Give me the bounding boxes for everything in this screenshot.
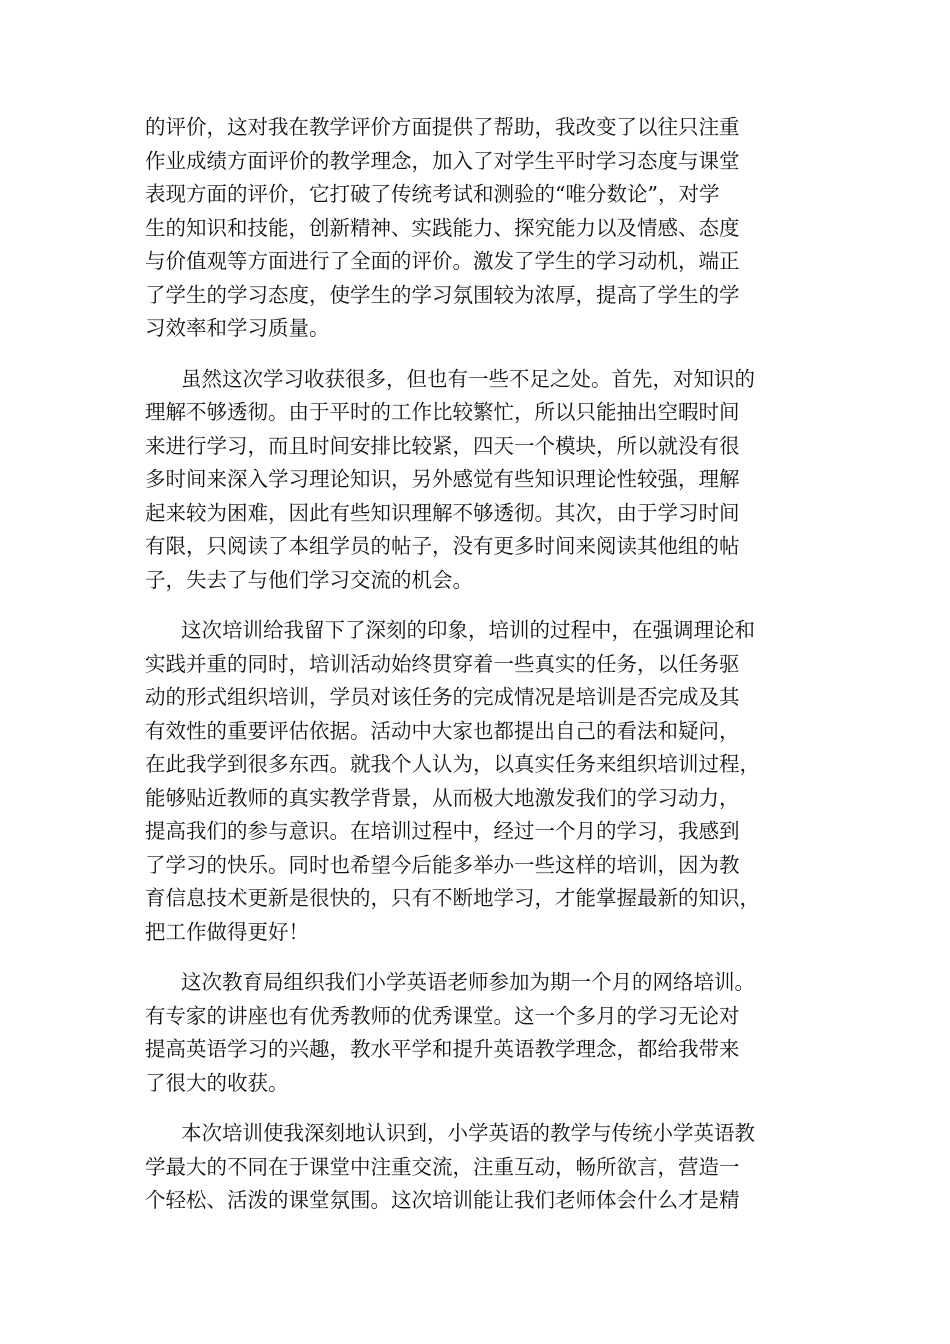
paragraph-english-teaching [145,1117,825,1218]
paragraph-evaluation [145,111,825,346]
text-line: 动的形式组织培训，学员对该任务的完成情况是培训是否完成及其 [145,685,740,709]
text-line: 在此我学到很多东西。就我个人认为，以真实任务来组织培训过程， [145,752,760,776]
paragraph-training-impression [145,614,825,949]
text-line: 有效性的重要评估依据。活动中大家也都提出自己的看法和疑问， [145,718,740,743]
text-line: 有限，只阅读了本组学员的帖子，没有更多时间来阅读其他组的帖 [145,534,740,558]
text-line: 育信息技术更新是很快的，只有不断地学习，才能掌握最新的知识， [145,886,760,910]
text-line: 本次培训使我深刻地认识到，小学英语的教学与传统小学英语教 [181,1121,755,1145]
text-line: 提高英语学习的兴趣，教水平学和提升英语教学理念，都给我带来 [145,1037,740,1061]
text-line: 多时间来深入学习理论知识，另外感觉有些知识理论性较强，理解 [145,467,740,491]
document-body [145,111,825,1235]
text-line: 把工作做得更好！ [145,919,309,944]
text-line: 与价值观等方面进行了全面的评价。激发了学生的学习动机，端正 [145,249,740,273]
text-line: 表现方面的评价，它打破了传统考试和测验的“唯分数论”，对学 [145,182,720,206]
text-line: 起来较为困难，因此有些知识理解不够透彻。其次，由于学习时间 [145,500,740,525]
text-line: 了很大的收获。 [145,1070,289,1095]
text-line: 习效率和学习质量。 [145,316,330,340]
text-line: 这次培训给我留下了深刻的印象，培训的过程中，在强调理论和 [181,618,755,642]
text-line: 的评价，这对我在教学评价方面提供了帮助，我改变了以往只注重 [145,115,740,139]
text-line: 了学习的快乐。同时也希望今后能多举办一些这样的培训，因为教 [145,852,740,877]
text-line: 子，失去了与他们学习交流的机会。 [145,567,473,592]
text-line: 学最大的不同在于课堂中注重交流，注重互动，畅所欲言，营造一 [145,1154,740,1179]
text-line: 这次教育局组织我们小学英语老师参加为期一个月的网络培训。 [181,970,755,994]
text-line: 来进行学习，而且时间安排比较紧，四天一个模块，所以就没有很 [145,433,740,458]
text-line: 理解不够透彻。由于平时的工作比较繁忙，所以只能抽出空暇时间 [145,400,740,424]
paragraph-online-training [145,966,825,1100]
text-line: 作业成绩方面评价的教学理念，加入了对学生平时学习态度与课堂 [145,148,740,173]
text-line: 个轻松、活泼的课堂氛围。这次培训能让我们老师体会什么才是精 [145,1188,740,1212]
text-line: 虽然这次学习收获很多，但也有一些不足之处。首先，对知识的 [181,366,755,391]
text-line: 生的知识和技能，创新精神、实践能力、探究能力以及情感、态度 [145,215,740,240]
text-line: 了学生的学习态度，使学生的学习氛围较为浓厚，提高了学生的学 [145,282,740,307]
paragraph-shortcomings [145,363,825,598]
text-line: 提高我们的参与意识。在培训过程中，经过一个月的学习，我感到 [145,819,740,843]
text-line: 有专家的讲座也有优秀教师的优秀课堂。这一个多月的学习无论对 [145,1003,740,1028]
text-line: 实践并重的同时，培训活动始终贯穿着一些真实的任务，以任务驱 [145,651,740,676]
text-line: 能够贴近教师的真实教学背景，从而极大地激发我们的学习动力， [145,785,740,810]
